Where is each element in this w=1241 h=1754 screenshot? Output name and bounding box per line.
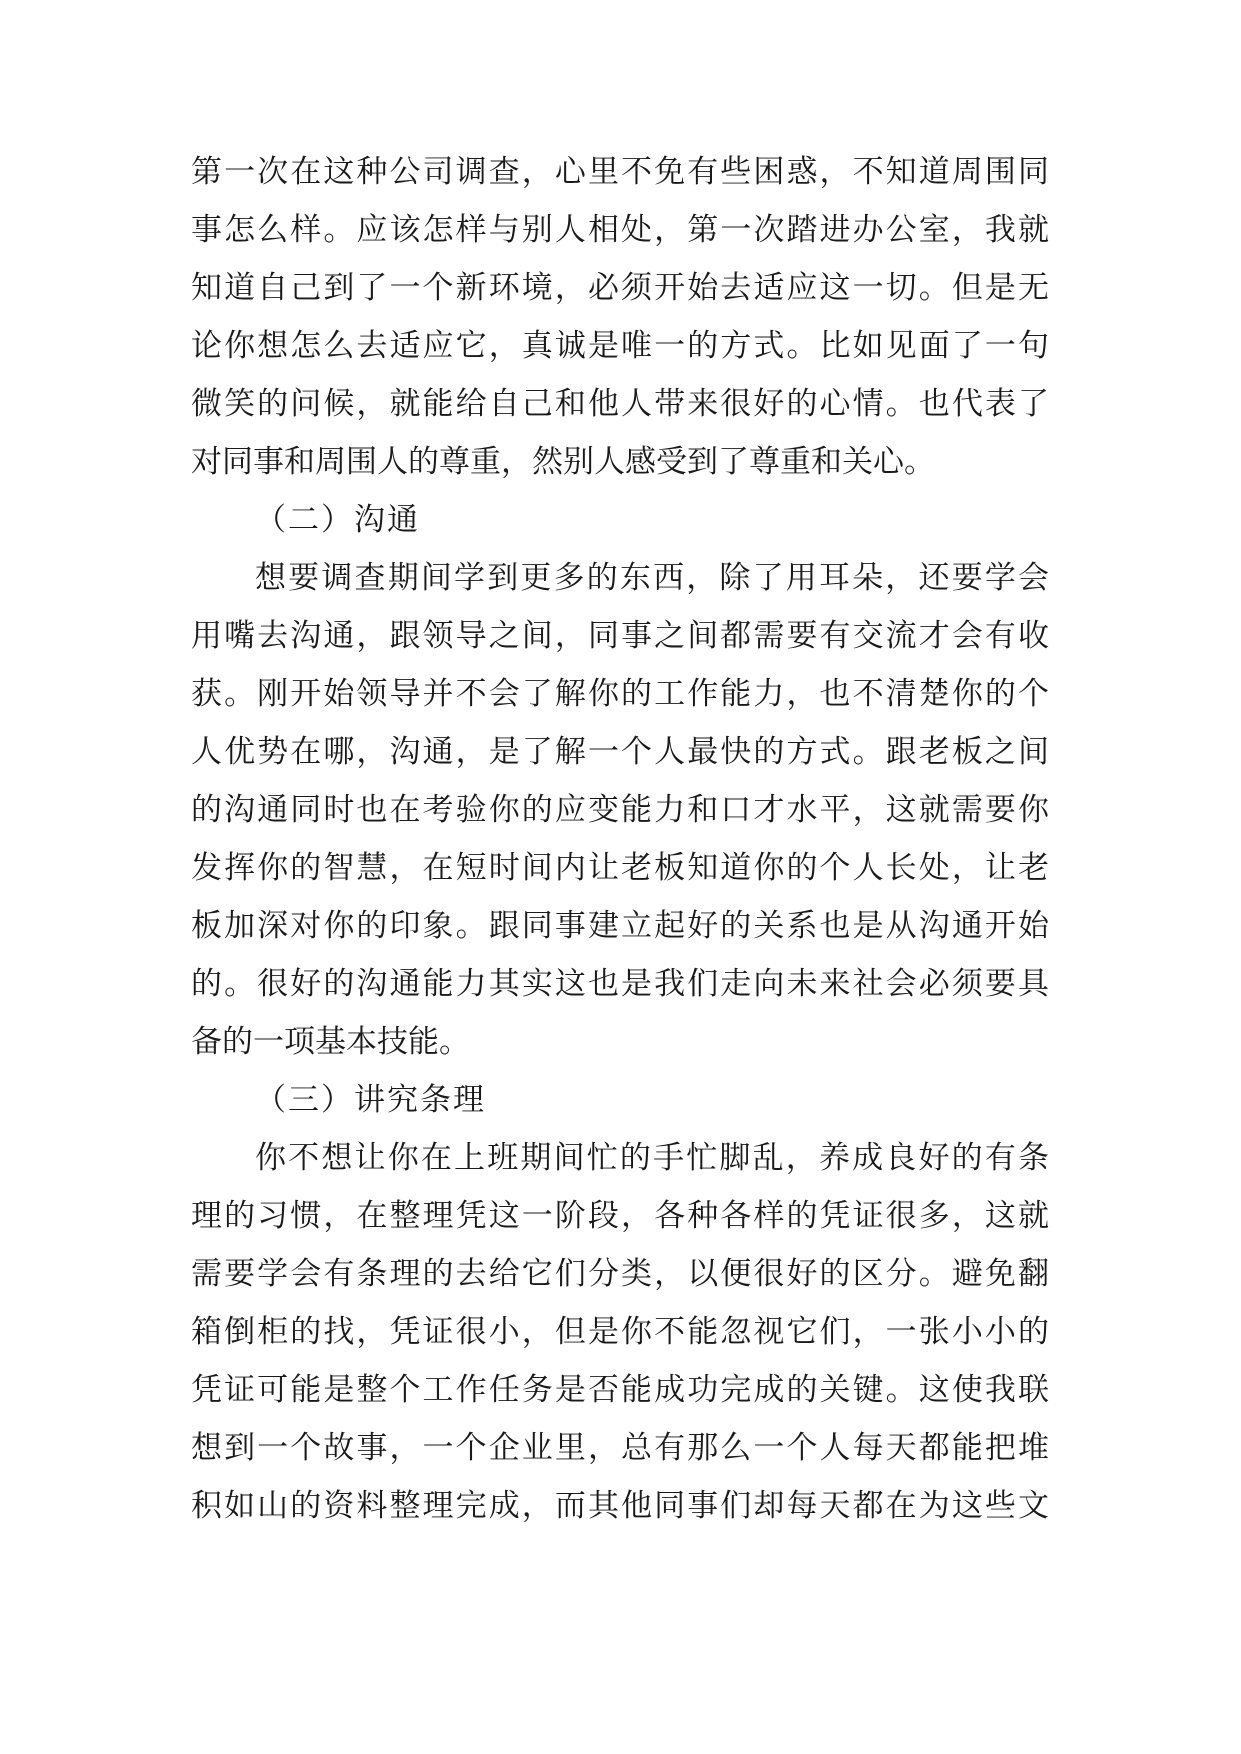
body-text-line: 获。刚开始领导并不会了解你的工作能力，也不清楚你的个: [191, 676, 1049, 712]
body-text-line: 知道自己到了一个新环境，必须开始去适应这一切。但是无: [191, 270, 1049, 306]
body-text-line: 想到一个故事，一个企业里，总有那么一个人每天都能把堆: [191, 1430, 1049, 1466]
body-text-line: 微笑的问候，就能给自己和他人带来很好的心情。也代表了: [191, 386, 1049, 422]
body-text-line: 积如山的资料整理完成，而其他同事们却每天都在为这些文: [191, 1488, 1049, 1524]
body-text-line: 你不想让你在上班期间忙的手忙脚乱，养成良好的有条: [255, 1140, 1049, 1176]
body-text-line: 用嘴去沟通，跟领导之间，同事之间都需要有交流才会有收: [191, 618, 1049, 654]
body-text-line: 板加深对你的印象。跟同事建立起好的关系也是从沟通开始: [191, 908, 1049, 944]
body-text-line: 备的一项基本技能。: [191, 1024, 470, 1060]
body-text-line: 事怎么样。应该怎样与别人相处，第一次踏进办公室，我就: [191, 212, 1049, 248]
body-text-line: 的沟通同时也在考验你的应变能力和口才水平，这就需要你: [191, 792, 1049, 828]
body-text-line: 理的习惯，在整理凭这一阶段，各种各样的凭证很多，这就: [191, 1198, 1049, 1234]
section-heading: （二）沟通: [255, 502, 420, 538]
body-text-line: 的。很好的沟通能力其实这也是我们走向未来社会必须要具: [191, 966, 1049, 1002]
body-text-line: 论你想怎么去适应它，真诚是唯一的方式。比如见面了一句: [191, 328, 1049, 364]
body-text-line: 第一次在这种公司调查，心里不免有些困惑，不知道周围同: [191, 154, 1049, 190]
body-text-line: 箱倒柜的找，凭证很小，但是你不能忽视它们，一张小小的: [191, 1314, 1049, 1350]
body-text-line: 需要学会有条理的去给它们分类，以便很好的区分。避免翻: [191, 1256, 1049, 1292]
body-text-line: 对同事和周围人的尊重，然别人感受到了尊重和关心。: [191, 444, 935, 480]
body-text-line: 人优势在哪，沟通，是了解一个人最快的方式。跟老板之间: [191, 734, 1049, 770]
body-text-line: 凭证可能是整个工作任务是否能成功完成的关键。这使我联: [191, 1372, 1049, 1408]
body-text-line: 发挥你的智慧，在短时间内让老板知道你的个人长处，让老: [191, 850, 1049, 886]
body-text-line: 想要调查期间学到更多的东西，除了用耳朵，还要学会: [255, 560, 1049, 596]
section-heading: （三）讲究条理: [255, 1082, 486, 1118]
